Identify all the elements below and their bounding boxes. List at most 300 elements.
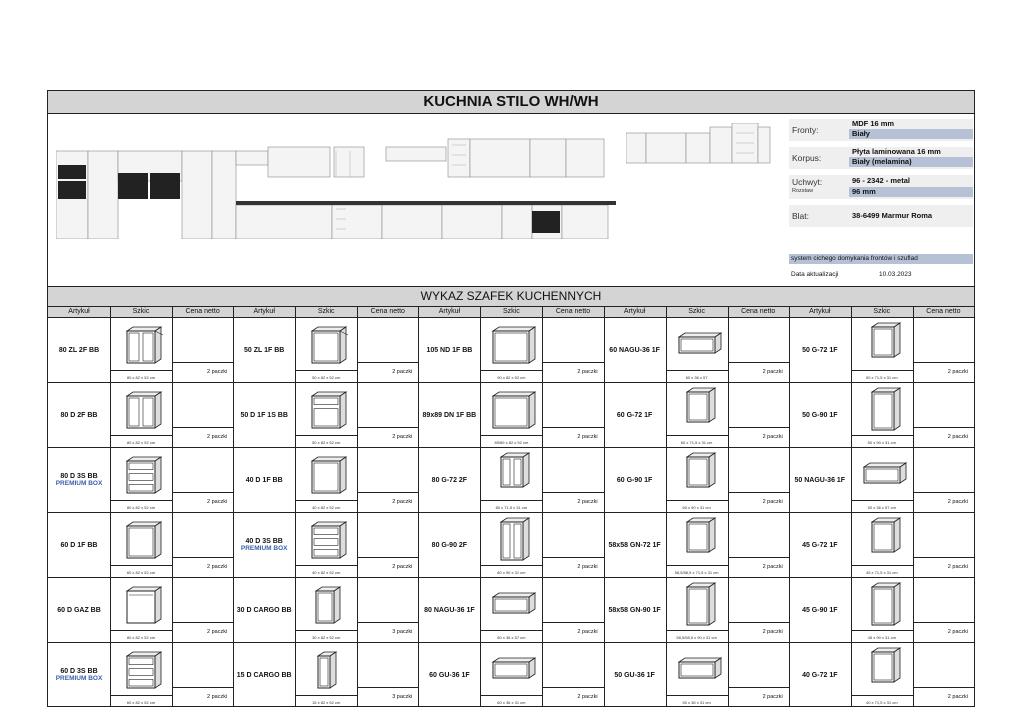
cabinet-name: 80 G-72 2F bbox=[431, 476, 468, 484]
spec-uchwyt-label: Uchwyt: bbox=[792, 177, 823, 187]
cabinet-dimensions: 40 x 82 x 52 cm bbox=[312, 505, 341, 510]
cabinet-code bbox=[418, 448, 480, 512]
price-divider bbox=[542, 687, 603, 688]
price-cell bbox=[357, 643, 418, 707]
sketch-divider bbox=[480, 435, 542, 436]
package-count: 2 paczki bbox=[207, 499, 228, 505]
column-divider bbox=[666, 307, 667, 706]
header-szkic: Szkic bbox=[132, 308, 150, 315]
cabinet-code bbox=[233, 318, 295, 382]
cabinet-name: 60 G-90 1F bbox=[616, 476, 653, 484]
cabinet-dimensions: 50 x 82 x 52 cm bbox=[312, 440, 341, 445]
spec-korpus-value: Płyta laminowana 16 mm bbox=[852, 147, 941, 156]
package-count: 2 paczki bbox=[762, 434, 783, 440]
cabinet-name: 40 D 1F BB bbox=[245, 476, 283, 484]
cabinet-name: 105 ND 1F BB bbox=[426, 346, 473, 354]
cabinet-name: 50 D 1F 1S BB bbox=[240, 411, 288, 419]
sketch-divider bbox=[110, 435, 172, 436]
cabinet-code bbox=[233, 513, 295, 577]
sketch-divider bbox=[666, 500, 728, 501]
cabinet-code bbox=[48, 513, 110, 577]
cabinet-name: 45 G-72 1F bbox=[802, 541, 838, 549]
cabinet-sketch bbox=[480, 318, 542, 382]
table-row bbox=[48, 318, 974, 383]
package-count: 2 paczki bbox=[762, 694, 783, 700]
price-cell bbox=[357, 383, 418, 447]
sketch-divider bbox=[851, 435, 913, 436]
price-divider bbox=[172, 687, 233, 688]
cabinet-name: 60 G-72 1F bbox=[616, 411, 653, 419]
cabinet-sketch bbox=[851, 513, 913, 577]
spec-uchwyt bbox=[789, 175, 973, 199]
cabinet-name: 80 NAGU-36 1F bbox=[424, 606, 475, 614]
cabinet-name: 80 G-90 2F bbox=[431, 541, 468, 549]
cabinet-sketch bbox=[110, 448, 172, 512]
cabinet-code bbox=[418, 513, 480, 577]
price-cell bbox=[357, 578, 418, 642]
header-cena: Cena netto bbox=[185, 308, 220, 315]
spec-fronty bbox=[789, 119, 973, 141]
cabinet-dimensions: 80 x 82 x 52 cm bbox=[126, 375, 156, 380]
header-cena: Cena netto bbox=[926, 308, 961, 315]
price-divider bbox=[728, 427, 789, 428]
column-divider bbox=[110, 307, 111, 706]
catalog-sheet bbox=[47, 90, 975, 707]
price-divider bbox=[357, 427, 418, 428]
cabinet-sketch bbox=[295, 578, 357, 642]
cabinet-dimensions: 50 x 36 x 57 cm bbox=[867, 505, 896, 510]
cabinet-code bbox=[789, 578, 851, 642]
price-cell bbox=[913, 578, 974, 642]
sketch-divider bbox=[666, 565, 728, 566]
header-artykul: Artykuł bbox=[623, 308, 646, 315]
price-divider bbox=[542, 427, 603, 428]
header-artykul: Artykuł bbox=[809, 308, 831, 315]
sketch-divider bbox=[851, 695, 913, 696]
package-count: 2 paczki bbox=[392, 369, 413, 375]
cabinet-code bbox=[48, 448, 110, 512]
update-date-value: 10.03.2023 bbox=[879, 271, 912, 278]
cabinet-dimensions: 60 x 71,5 x 31 cm bbox=[680, 440, 713, 445]
cabinet-name: 40 G-72 1F bbox=[802, 671, 838, 679]
package-count: 2 paczki bbox=[762, 369, 783, 375]
price-divider bbox=[172, 362, 233, 363]
cabinet-code bbox=[789, 318, 851, 382]
price-cell bbox=[728, 318, 789, 382]
price-divider bbox=[728, 492, 789, 493]
sketch-divider bbox=[666, 435, 728, 436]
cabinet-sketch bbox=[295, 383, 357, 447]
sketch-divider bbox=[851, 630, 913, 631]
cabinet-dimensions: 40 x 82 x 52 cm bbox=[312, 570, 341, 575]
cabinet-sketch bbox=[110, 318, 172, 382]
sketch-divider bbox=[666, 695, 728, 696]
sketch-divider bbox=[480, 695, 542, 696]
spec-blat-value: 38-6499 Marmur Roma bbox=[852, 211, 933, 220]
sketch-divider bbox=[295, 370, 357, 371]
price-cell bbox=[913, 318, 974, 382]
price-cell bbox=[728, 513, 789, 577]
package-count: 2 paczki bbox=[947, 499, 968, 505]
cabinet-code bbox=[604, 383, 666, 447]
header-cena: Cena netto bbox=[555, 308, 591, 315]
price-cell bbox=[728, 643, 789, 707]
cabinet-sketch bbox=[666, 448, 728, 512]
price-divider bbox=[172, 622, 233, 623]
column-divider bbox=[480, 307, 481, 706]
cabinet-code bbox=[233, 643, 295, 707]
cabinet-sketch bbox=[666, 578, 728, 642]
cabinet-code bbox=[789, 513, 851, 577]
package-count: 2 paczki bbox=[762, 499, 783, 505]
price-cell bbox=[913, 513, 974, 577]
package-count: 2 paczki bbox=[947, 564, 968, 570]
cabinet-code bbox=[418, 578, 480, 642]
spec-fronty-color: Biały bbox=[849, 129, 973, 139]
kitchen-render-image bbox=[56, 121, 628, 239]
cabinet-sketch bbox=[295, 513, 357, 577]
spec-blat bbox=[789, 205, 973, 227]
cabinet-table bbox=[48, 318, 974, 706]
spec-panel bbox=[789, 119, 973, 284]
premium-box-badge: PREMIUM BOX bbox=[240, 545, 288, 552]
price-divider bbox=[357, 362, 418, 363]
price-divider bbox=[357, 492, 418, 493]
cabinet-sketch bbox=[480, 383, 542, 447]
page-title: KUCHNIA STILO WH/WH bbox=[48, 91, 974, 114]
price-divider bbox=[357, 687, 418, 688]
price-cell bbox=[913, 448, 974, 512]
spec-uchwyt-value: 96 - 2342 - metal bbox=[852, 176, 910, 185]
cabinet-code bbox=[48, 578, 110, 642]
cabinet-sketch bbox=[851, 448, 913, 512]
header-cena: Cena netto bbox=[370, 308, 405, 315]
package-count: 2 paczki bbox=[392, 434, 413, 440]
price-divider bbox=[913, 557, 974, 558]
price-cell bbox=[357, 318, 418, 382]
column-divider bbox=[851, 307, 852, 706]
package-count: 2 paczki bbox=[762, 564, 783, 570]
cabinet-name: 60 D GAZ BB bbox=[57, 606, 101, 614]
sketch-divider bbox=[480, 370, 542, 371]
cabinet-sketch bbox=[480, 578, 542, 642]
package-count: 3 paczki bbox=[392, 694, 413, 700]
cabinet-code bbox=[418, 383, 480, 447]
cabinet-name: 89x89 DN 1F BB bbox=[422, 411, 477, 419]
cabinet-dimensions: 60 x 36 x 31 cm bbox=[497, 700, 526, 705]
cabinet-sketch bbox=[851, 643, 913, 707]
cabinet-code bbox=[604, 578, 666, 642]
cabinet-sketch bbox=[480, 513, 542, 577]
cabinet-name: 58x58 GN-72 1F bbox=[608, 541, 661, 549]
price-cell bbox=[728, 448, 789, 512]
sketch-divider bbox=[110, 370, 172, 371]
cabinet-sketch bbox=[110, 643, 172, 707]
cabinet-sketch bbox=[851, 383, 913, 447]
price-cell bbox=[172, 383, 233, 447]
price-cell bbox=[728, 383, 789, 447]
price-divider bbox=[542, 362, 603, 363]
cabinet-dimensions: 80 x 71,5 x 31 cm bbox=[495, 505, 528, 510]
price-cell bbox=[172, 513, 233, 577]
cabinet-name: 40 D 3S BB bbox=[245, 538, 283, 545]
cabinet-code bbox=[48, 383, 110, 447]
cabinet-dimensions: 80 x 82 x 52 cm bbox=[126, 635, 156, 640]
price-divider bbox=[913, 362, 974, 363]
column-divider bbox=[233, 307, 234, 706]
cabinet-dimensions: 80 x 82 x 52 cm bbox=[126, 505, 156, 510]
package-count: 2 paczki bbox=[392, 564, 413, 570]
premium-box-badge: PREMIUM BOX bbox=[55, 675, 103, 682]
cabinet-sketch bbox=[666, 643, 728, 707]
price-divider bbox=[172, 427, 233, 428]
spec-blat-label: Blat: bbox=[792, 211, 810, 221]
price-cell bbox=[172, 578, 233, 642]
cabinet-dimensions: 15 x 82 x 52 cm bbox=[312, 700, 341, 705]
price-cell bbox=[172, 318, 233, 382]
header-szkic: Szkic bbox=[688, 308, 705, 315]
cabinet-name: 50 ZL 1F BB bbox=[244, 346, 285, 354]
cabinet-name: 15 D CARGO BB bbox=[236, 671, 292, 679]
cabinet-name: 50 G-90 1F bbox=[802, 411, 838, 419]
premium-box-badge: PREMIUM BOX bbox=[55, 480, 103, 487]
kitchen-overview bbox=[48, 113, 974, 287]
header-artykul: Artykuł bbox=[253, 308, 275, 315]
header-artykul: Artykuł bbox=[68, 308, 90, 315]
cabinet-name: 80 D 3S BB bbox=[60, 473, 98, 480]
price-cell bbox=[542, 643, 603, 707]
package-count: 2 paczki bbox=[947, 629, 968, 635]
price-cell bbox=[542, 513, 603, 577]
cabinet-sketch bbox=[851, 318, 913, 382]
sketch-divider bbox=[295, 695, 357, 696]
cabinet-dimensions: 60 x 82 x 52 cm bbox=[126, 570, 156, 575]
cabinet-dimensions: 50 x 82 x 52 cm bbox=[312, 375, 341, 380]
spec-rozstaw-value: 96 mm bbox=[849, 187, 973, 197]
spec-korpus-color: Biały (melamina) bbox=[849, 157, 973, 167]
sketch-divider bbox=[480, 500, 542, 501]
cabinet-sketch bbox=[110, 578, 172, 642]
header-cena: Cena netto bbox=[741, 308, 776, 315]
cabinet-sketch bbox=[666, 318, 728, 382]
package-count: 2 paczki bbox=[577, 369, 598, 375]
price-divider bbox=[542, 492, 603, 493]
cabinet-dimensions: 89/89 x 82 x 52 cm bbox=[494, 440, 529, 445]
cabinet-name: 50 GU-36 1F bbox=[614, 671, 655, 679]
cabinet-code bbox=[48, 643, 110, 707]
price-cell bbox=[542, 448, 603, 512]
cabinet-code bbox=[48, 318, 110, 382]
system-note: system cichego domykania frontów i szuflad bbox=[789, 254, 973, 264]
column-divider bbox=[542, 307, 543, 706]
price-divider bbox=[172, 492, 233, 493]
column-divider bbox=[357, 307, 358, 706]
header-szkic: Szkic bbox=[503, 308, 520, 315]
sketch-divider bbox=[480, 630, 542, 631]
cabinet-dimensions: 50 x 71,5 x 31 cm bbox=[866, 375, 898, 380]
cabinet-name: 60 NAGU-36 1F bbox=[609, 346, 660, 354]
sketch-divider bbox=[295, 630, 357, 631]
cabinet-name: 30 D CARGO BB bbox=[236, 606, 292, 614]
cabinet-code bbox=[789, 643, 851, 707]
sketch-divider bbox=[110, 695, 172, 696]
cabinet-dimensions: 60 x 90 x 31 cm bbox=[682, 505, 711, 510]
column-divider bbox=[295, 307, 296, 706]
cabinet-code bbox=[418, 318, 480, 382]
cabinet-code bbox=[604, 513, 666, 577]
package-count: 2 paczki bbox=[207, 369, 228, 375]
spec-korpus-label: Korpus: bbox=[792, 153, 822, 163]
cabinet-dimensions: 90 x 82 x 52 cm bbox=[497, 375, 526, 380]
cabinet-sketch bbox=[666, 383, 728, 447]
cabinet-code bbox=[604, 448, 666, 512]
package-count: 3 paczki bbox=[392, 629, 413, 635]
cabinet-dimensions: 45 x 90 x 31 cm bbox=[867, 635, 896, 640]
package-count: 2 paczki bbox=[577, 564, 598, 570]
sketch-divider bbox=[851, 565, 913, 566]
package-count: 2 paczki bbox=[577, 629, 598, 635]
table-row bbox=[48, 578, 974, 643]
sketch-divider bbox=[110, 565, 172, 566]
cabinet-dimensions: 80 x 90 x 31 cm bbox=[497, 570, 526, 575]
price-divider bbox=[357, 557, 418, 558]
price-divider bbox=[172, 557, 233, 558]
package-count: 2 paczki bbox=[392, 499, 413, 505]
price-divider bbox=[542, 622, 603, 623]
header-artykul: Artykuł bbox=[438, 308, 461, 315]
cabinet-sketch bbox=[480, 448, 542, 512]
price-divider bbox=[913, 687, 974, 688]
package-count: 2 paczki bbox=[207, 629, 228, 635]
cabinet-sketch bbox=[851, 578, 913, 642]
sketch-divider bbox=[295, 500, 357, 501]
price-cell bbox=[728, 578, 789, 642]
sketch-divider bbox=[851, 370, 913, 371]
cabinet-code bbox=[789, 448, 851, 512]
cabinet-dimensions: 80 x 82 x 52 cm bbox=[126, 440, 156, 445]
price-cell bbox=[172, 448, 233, 512]
sketch-divider bbox=[666, 630, 728, 631]
header-szkic: Szkic bbox=[873, 308, 891, 315]
update-date-label: Data aktualizacji bbox=[791, 271, 839, 278]
cabinet-dimensions: 50 x 36 x 31 cm bbox=[682, 700, 711, 705]
price-cell bbox=[542, 578, 603, 642]
price-cell bbox=[913, 383, 974, 447]
cabinet-name: 50 NAGU-36 1F bbox=[794, 476, 846, 484]
cabinet-name: 80 D 2F BB bbox=[60, 411, 98, 419]
cabinet-dimensions: 60 x 82 x 52 cm bbox=[126, 700, 156, 705]
price-cell bbox=[357, 448, 418, 512]
package-count: 2 paczki bbox=[577, 694, 598, 700]
cabinet-dimensions: 30 x 82 x 52 cm bbox=[312, 635, 341, 640]
table-row bbox=[48, 383, 974, 448]
cabinet-sketch bbox=[295, 643, 357, 707]
sketch-divider bbox=[295, 565, 357, 566]
cabinet-dimensions: 50 x 90 x 31 cm bbox=[867, 440, 896, 445]
price-cell bbox=[357, 513, 418, 577]
cabinet-sketch bbox=[110, 383, 172, 447]
sketch-divider bbox=[480, 565, 542, 566]
table-row bbox=[48, 513, 974, 578]
price-cell bbox=[913, 643, 974, 707]
sketch-divider bbox=[666, 370, 728, 371]
cabinet-dimensions: 80 x 36 x 57 cm bbox=[497, 635, 526, 640]
cabinet-name: 58x58 GN-90 1F bbox=[608, 606, 661, 614]
price-divider bbox=[542, 557, 603, 558]
cabinet-code bbox=[604, 318, 666, 382]
package-count: 2 paczki bbox=[577, 499, 598, 505]
cabinet-name: 50 G-72 1F bbox=[802, 346, 838, 354]
cabinet-code bbox=[233, 383, 295, 447]
table-header bbox=[48, 307, 974, 318]
package-count: 2 paczki bbox=[207, 564, 228, 570]
cabinet-code bbox=[418, 643, 480, 707]
price-divider bbox=[728, 557, 789, 558]
sketch-divider bbox=[110, 500, 172, 501]
sketch-divider bbox=[110, 630, 172, 631]
price-divider bbox=[728, 622, 789, 623]
price-divider bbox=[913, 492, 974, 493]
cabinet-sketch bbox=[666, 513, 728, 577]
cabinet-dimensions: 40 x 71,5 x 31 cm bbox=[866, 700, 898, 705]
cabinet-name: 45 G-90 1F bbox=[802, 606, 838, 614]
package-count: 2 paczki bbox=[947, 434, 968, 440]
cabinet-sketch bbox=[480, 643, 542, 707]
cabinet-name: 60 D 3S BB bbox=[60, 668, 98, 675]
cabinet-sketch bbox=[295, 318, 357, 382]
price-cell bbox=[542, 383, 603, 447]
package-count: 2 paczki bbox=[577, 434, 598, 440]
spec-korpus bbox=[789, 147, 973, 169]
package-count: 2 paczki bbox=[947, 369, 968, 375]
kitchen-render-upper-image bbox=[626, 123, 771, 203]
sketch-divider bbox=[295, 435, 357, 436]
column-divider bbox=[728, 307, 729, 706]
package-count: 2 paczki bbox=[947, 694, 968, 700]
table-row bbox=[48, 643, 974, 707]
column-divider bbox=[172, 307, 173, 706]
cabinet-code bbox=[233, 578, 295, 642]
cabinet-list-title: WYKAZ SZAFEK KUCHENNYCH bbox=[48, 287, 974, 307]
price-divider bbox=[728, 362, 789, 363]
price-divider bbox=[728, 687, 789, 688]
price-divider bbox=[913, 427, 974, 428]
package-count: 2 paczki bbox=[762, 629, 783, 635]
price-cell bbox=[542, 318, 603, 382]
column-divider bbox=[418, 307, 419, 706]
price-divider bbox=[357, 622, 418, 623]
cabinet-dimensions: 58,5/58,5 x 71,5 x 31 cm bbox=[674, 570, 719, 575]
header-szkic: Szkic bbox=[317, 308, 335, 315]
column-divider bbox=[604, 307, 605, 706]
column-divider bbox=[789, 307, 790, 706]
spec-fronty-value: MDF 16 mm bbox=[852, 119, 895, 128]
price-divider bbox=[913, 622, 974, 623]
cabinet-dimensions: 45 x 71,5 x 31 cm bbox=[866, 570, 898, 575]
cabinet-code bbox=[233, 448, 295, 512]
spec-rozstaw-label: Rozstaw bbox=[792, 188, 814, 194]
column-divider bbox=[913, 307, 914, 706]
cabinet-sketch bbox=[295, 448, 357, 512]
cabinet-code bbox=[789, 383, 851, 447]
sketch-divider bbox=[851, 500, 913, 501]
cabinet-code bbox=[604, 643, 666, 707]
spec-fronty-label: Fronty: bbox=[792, 125, 819, 135]
cabinet-sketch bbox=[110, 513, 172, 577]
price-cell bbox=[172, 643, 233, 707]
package-count: 2 paczki bbox=[207, 434, 228, 440]
cabinet-name: 60 GU-36 1F bbox=[429, 671, 470, 679]
